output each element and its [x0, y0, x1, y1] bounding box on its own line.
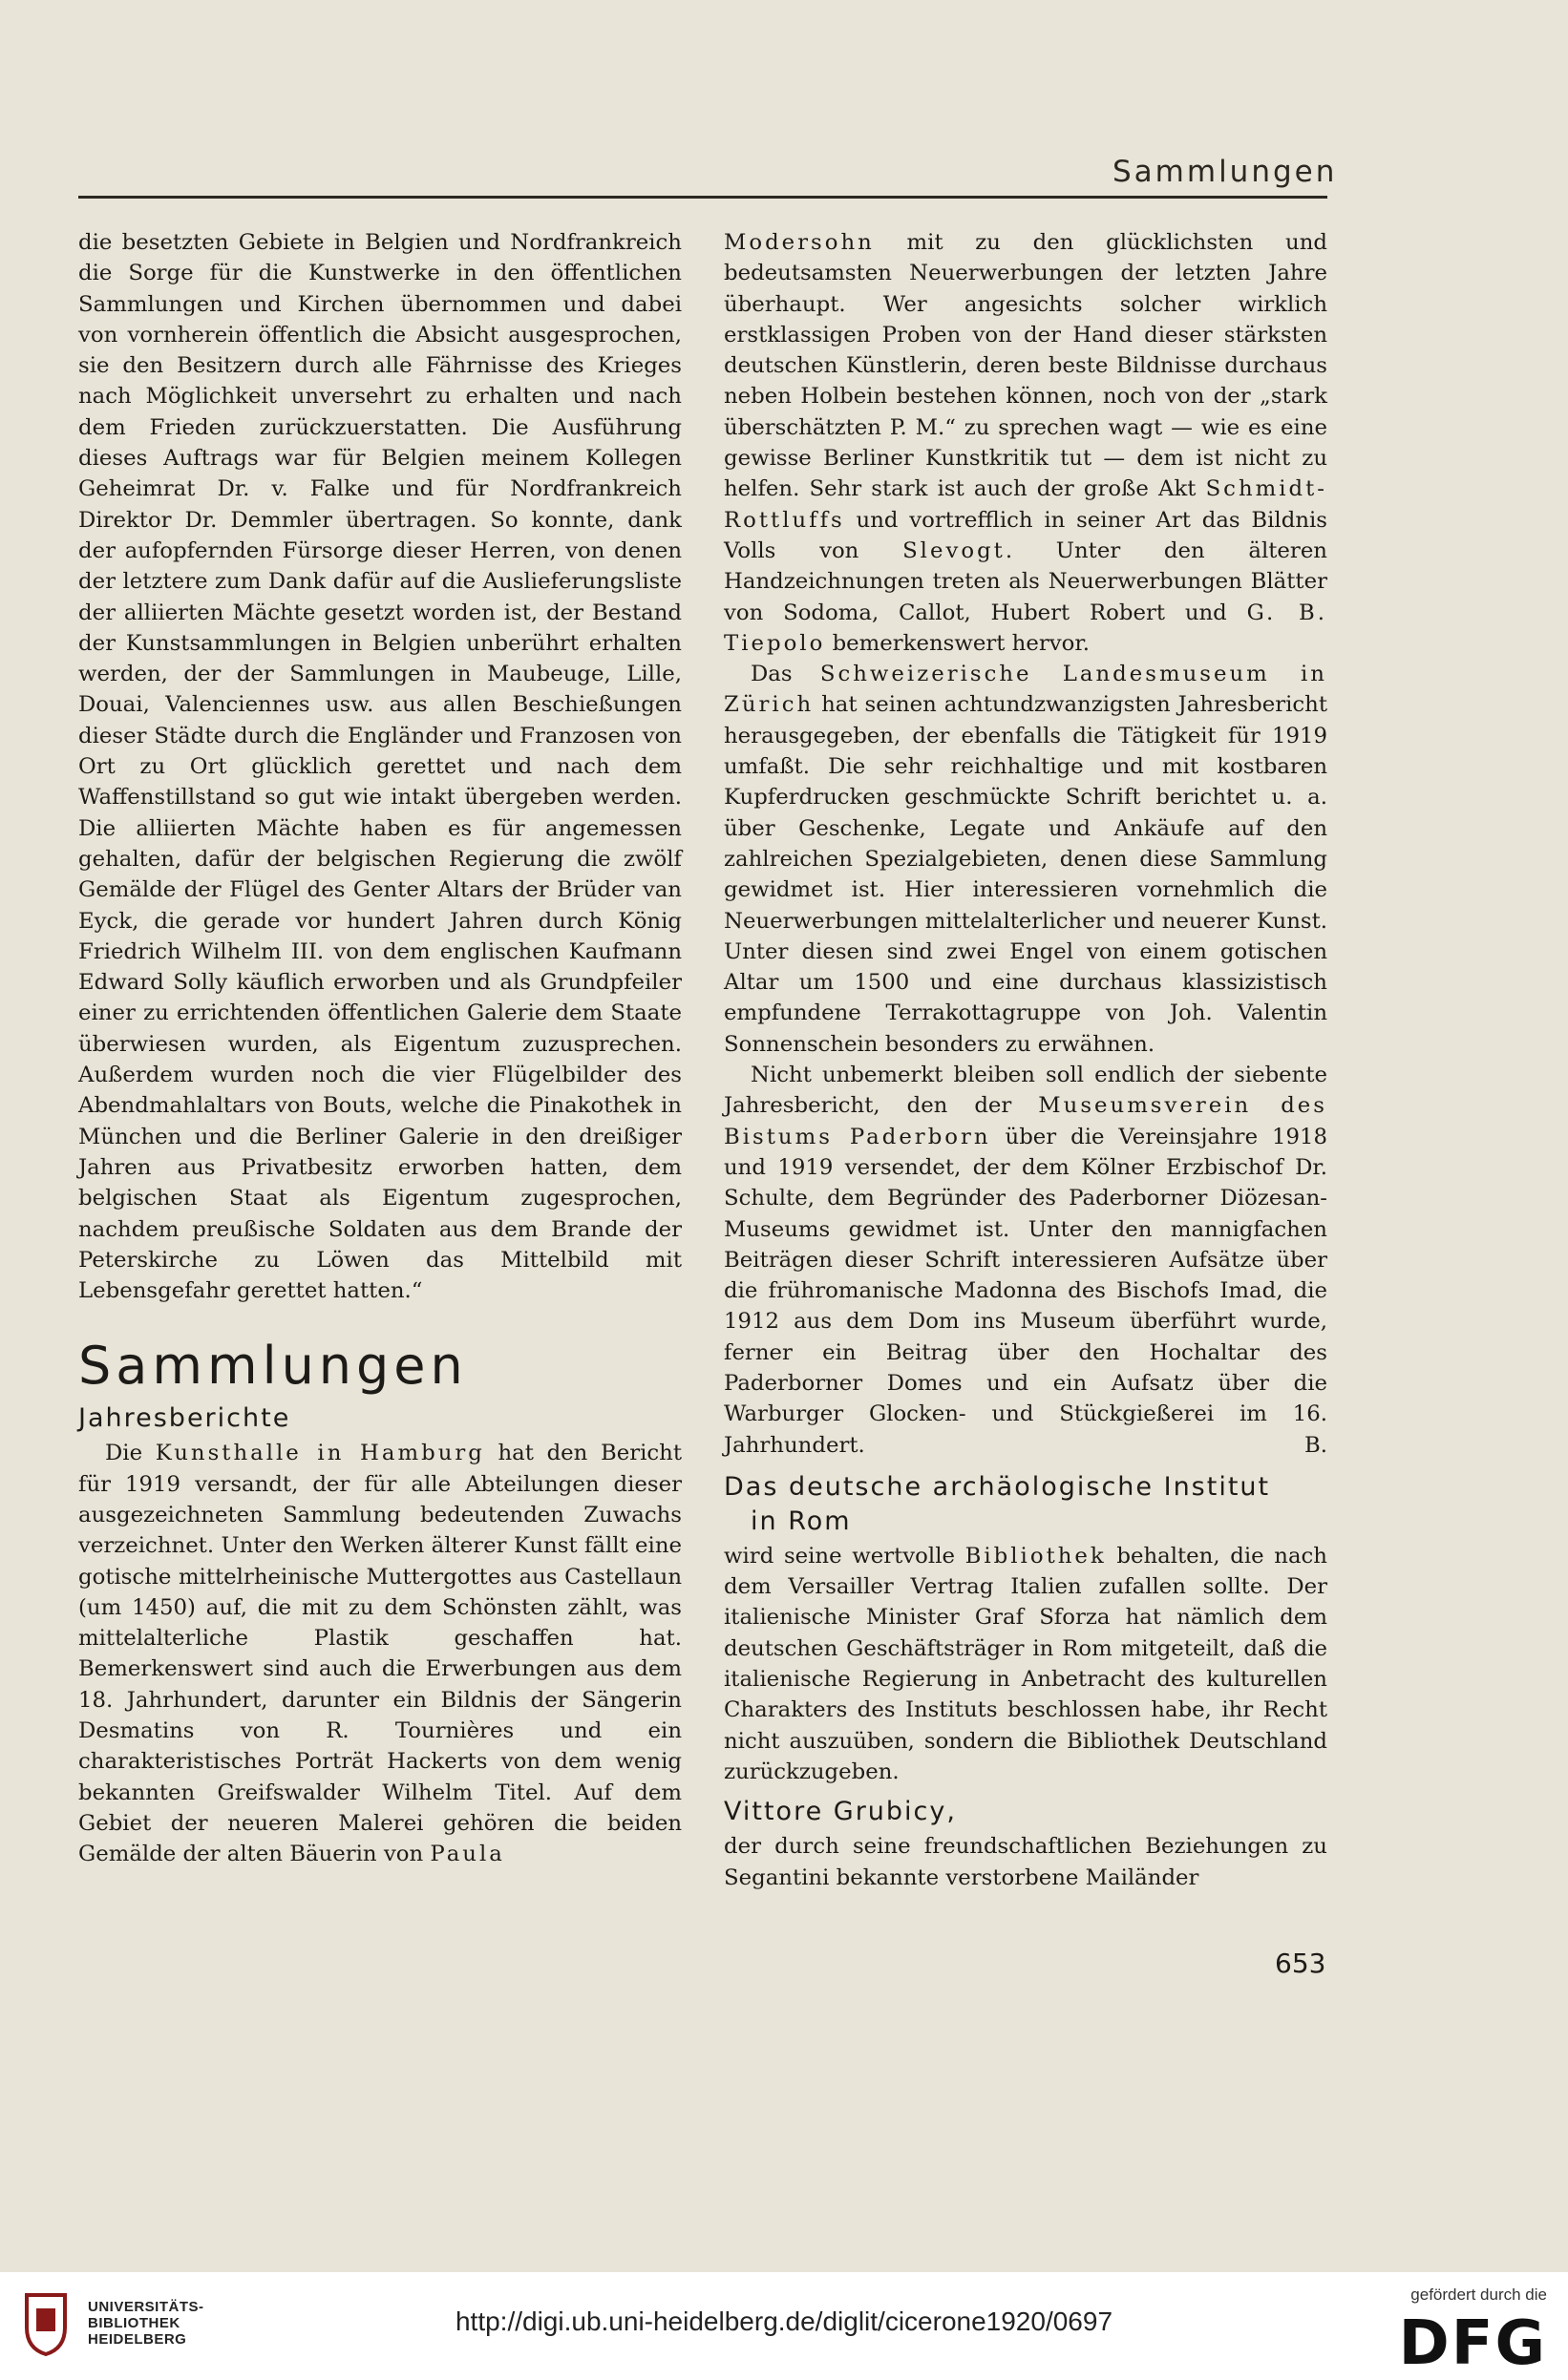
text: Das [751, 662, 820, 687]
page-number: 653 [1275, 1948, 1326, 1979]
library-name-line: UNIVERSITÄTS- [88, 2299, 204, 2315]
spaced-name: Slevogt [902, 537, 1006, 563]
dfg-logo: DFG [1398, 2308, 1547, 2379]
footer-bar [0, 2272, 1568, 2380]
text: über die Vereinsjahre 1918 und 1919 versendet, der dem Kölner Erzbischof Dr. Schulte, dem Begründer des Paderborner Diözesan-Museums gewidmet ist. Unter den mannigfachen Beiträgen dieser Schrift interessieren Aufsätze über die frühromanische Madonna des Bischofs Imad, die 1912 aus dem Dom ins Museum überführt wurde, ferner ein Beitrag über den Hochaltar des Paderborner Domes und ein Aufsatz über die Warburger Glocken- und Stückgießerei im 16. Jahrhundert. [724, 1124, 1327, 1458]
spaced-name: Paula [430, 1842, 505, 1867]
spaced-name: Modersohn [724, 230, 875, 255]
subheading [724, 1470, 1327, 1539]
spaced-name: Bibliothek [964, 1543, 1107, 1569]
source-url-link[interactable]: http://digi.ub.uni-heidelberg.de/diglit/cicerone1920/0697 [455, 2306, 1113, 2336]
spaced-name: G. B. Tiepolo [724, 600, 1328, 656]
paragraph [724, 1060, 1327, 1461]
section-title: Sammlungen [78, 1336, 468, 1397]
author-initials: B. [1304, 1432, 1327, 1458]
right-column [724, 227, 1327, 1893]
text: wird seine wertvolle [724, 1543, 965, 1569]
header-rule [78, 196, 1327, 199]
text: hat seinen achtundzwanzigsten Jahresbericht herausgegeben, der ebenfalls die Tätigkeit für 1919 umfaßt. Die sehr reichhaltige und mit kostbaren Kupferdrucken geschmückte Schrift berichtet u. a. über Geschenke, Legate und Ankäufe auf den zahlreichen Spezialgebieten, denen diese Sammlung gewidmet ist. Hier interessieren vornehmlich die Neuerwerbungen mittelalterlicher und neuerer Kunst. Unter diesen sind zwei Engel von einem gotischen Altar um 1500 und eine durchaus klassizistisch empfundene Terrakottagruppe von Joh. Valentin Sonnenschein besonders zu erwähnen. [724, 692, 1327, 1057]
spaced-name: Schmidt-Rottluffs [724, 476, 1327, 533]
paragraph: der durch seine freundschaftlichen Beziehungen zu Segantini bekannte verstorbene Mailänder [724, 1834, 1327, 1890]
text: Die [105, 1441, 156, 1466]
running-head: Sammlungen [1112, 155, 1338, 189]
left-column [78, 227, 682, 1870]
paragraph [724, 227, 1327, 659]
text: bemerkenswert hervor. [825, 630, 1090, 656]
spaced-name: Kunsthalle in Hamburg [155, 1441, 485, 1466]
text: und vortrefflich in seiner Art das Bildnis Volls von [724, 507, 1327, 563]
spaced-name: Schweizerische Landesmuseum in Zürich [724, 662, 1327, 718]
subheading: Vittore Grubicy, [724, 1797, 957, 1827]
paragraph [724, 659, 1327, 1060]
text: . Unter den älteren Handzeichnungen treten als Neuerwerbungen Blätter von Sodoma, Callot, Hubert Robert und [724, 537, 1327, 625]
library-name-line: HEIDELBERG [88, 2331, 187, 2348]
subheading-line: in Rom [751, 1506, 852, 1536]
spaced-name: Museumsverein des Bistums Paderborn [724, 1093, 1327, 1149]
subheading-line: Das deutsche archäologische Institut [724, 1471, 1271, 1502]
paragraph: die besetzten Gebiete in Belgien und Nordfrankreich die Sorge für die Kunstwerke in den öffentlichen Sammlungen und Kirchen übernommen und dabei von vornherein öffentlich die Absicht ausgesprochen, sie den Besitzern durch alle Fährnisse des Krieges nach Möglichkeit unversehrt zu erhalten und nach dem Frieden zurückzuerstatten. Die Ausführung dieses Auftrags war für Belgien meinem Kollegen Geheimrat Dr. v. Falke und für Nordfrankreich Direktor Dr. Demmler übertragen. So konnte, dank der aufopfernden Fürsorge dieser Herren, von denen der letztere zum Dank dafür auf die Auslieferungsliste der alliierten Mächte gesetzt worden ist, der Bestand der Kunstsammlungen in Belgien unberührt erhalten werden, der der Sammlungen in Maubeuge, Lille, Douai, Valenciennes usw. aus allen Beschießungen dieser Städte durch die Engländer und Franzosen von Ort zu Ort glücklich gerettet und nach dem Waffenstillstand so gut wie intakt übergeben werden. Die alliierten Mächte haben es für angemessen gehalten, dafür der belgischen Regierung die zwölf Gemälde der Flügel des Genter Altars der Brüder van Eyck, die gerade vor hundert Jahren durch König Friedrich Wilhelm III. von dem englischen Kaufmann Edward Solly käuflich erworben und als Grundpfeiler einer zu errichtenden öffentlichen Galerie dem Staate überwiesen wurden, als Eigentum zuzusprechen. Außerdem wurden noch die vier Flügelbilder des Abendmahlaltars von Bouts, welche die Pinakothek in München und die Berliner Galerie in den dreißiger Jahren aus Privatbesitz erworben hatten, dem belgischen Staat als Eigentum zugesprochen, nachdem preußische Soldaten aus dem Brande der Peterskirche zu Löwen das Mittelbild mit Lebensgefahr gerettet hatten.“ [78, 230, 682, 1304]
text: behalten, die nach dem Versailler Vertrag Italien zufallen sollte. Der italienische Minister Graf Sforza hat nämlich dem deutschen Geschäftsträger in Rom mitgeteilt, daß die italienische Regierung in Anbetracht des kulturellen Charakters des Instituts beschlossen habe, ihr Recht nicht auszuüben, sondern die Bibliothek Deutschland zurückzugeben. [724, 1543, 1327, 1784]
library-name-line: BIBLIOTHEK [88, 2315, 180, 2331]
subheading: Jahresberichte [78, 1403, 291, 1434]
paragraph [78, 1438, 682, 1869]
paragraph [724, 1541, 1327, 1787]
text: hat den Bericht für 1919 versandt, der für alle Abteilungen dieser ausgezeichneten Sammlung bedeutenden Zuwachs verzeichnet. Unter den Werken älterer Kunst fällt eine gotische mittelrheinische Muttergottes aus Castellaun (um 1450) auf, die mit zu dem Schönsten zählt, was mittelalterliche Plastik geschaffen hat. Bemerkenswert sind auch die Erwerbungen aus dem 18. Jahrhundert, darunter ein Bildnis der Sängerin Desmatins von R. Tournières und ein charakteristisches Porträt Hackerts von dem wenig bekannten Greifswalder Wilhelm Titel. Auf dem Gebiet der neueren Malerei gehören die beiden Gemälde der alten Bäuerin von [78, 1441, 682, 1867]
funding-note: gefördert durch die [1410, 2285, 1547, 2304]
text: mit zu den glücklichsten und bedeutsamsten Neuerwerbungen der letzten Jahre überhaupt. Wer angesichts solcher wirklich erstklassigen Proben von der Hand dieser stärksten deutschen Künstlerin, deren beste Bildnisse durchaus neben Holbein bestehen können, noch von der „stark überschätzten P. M.“ zu sprechen wagt — wie es eine gewisse Berliner Kunstkritik tut — dem ist nicht zu helfen. Sehr stark ist auch der große Akt [724, 230, 1327, 502]
text: Nicht unbemerkt bleiben soll endlich der siebente Jahresbericht, den der [724, 1063, 1327, 1119]
